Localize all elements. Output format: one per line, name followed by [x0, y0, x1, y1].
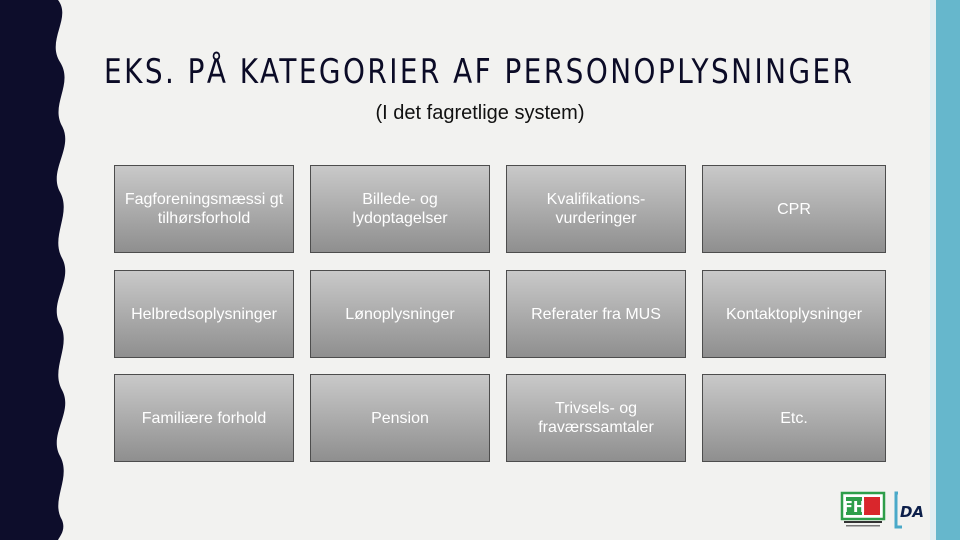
- category-cell: Fagforeningsmæssi gt tilhørsforhold: [114, 165, 294, 253]
- category-cell: Lønoplysninger: [310, 270, 490, 358]
- category-cell: Pension: [310, 374, 490, 462]
- slide-subtitle: (I det fagretlige system): [375, 102, 585, 124]
- right-accent-bar: [936, 0, 960, 540]
- category-cell: Helbredsoplysninger: [114, 270, 294, 358]
- fh-logo: [842, 493, 884, 527]
- category-cell: Familiære forhold: [114, 374, 294, 462]
- left-wave-decoration: [0, 0, 80, 540]
- partner-logos: [840, 490, 930, 530]
- svg-text:FH: FH: [842, 498, 866, 516]
- slide-title: EKS. PÅ KATEGORIER AF PERSONOPLYSNINGER: [104, 52, 855, 92]
- category-grid: [114, 165, 886, 464]
- category-cell: Kvalifikations- vurderinger: [506, 165, 686, 253]
- category-cell: Referater fra MUS: [506, 270, 686, 358]
- da-logo: [896, 493, 926, 527]
- category-cell: Billede- og lydoptagelser: [310, 165, 490, 253]
- category-cell: CPR: [702, 165, 886, 253]
- category-cell: Etc.: [702, 374, 886, 462]
- category-cell: Trivsels- og fraværssamtaler: [506, 374, 686, 462]
- svg-text:DA: DA: [899, 503, 925, 521]
- category-cell: Kontaktoplysninger: [702, 270, 886, 358]
